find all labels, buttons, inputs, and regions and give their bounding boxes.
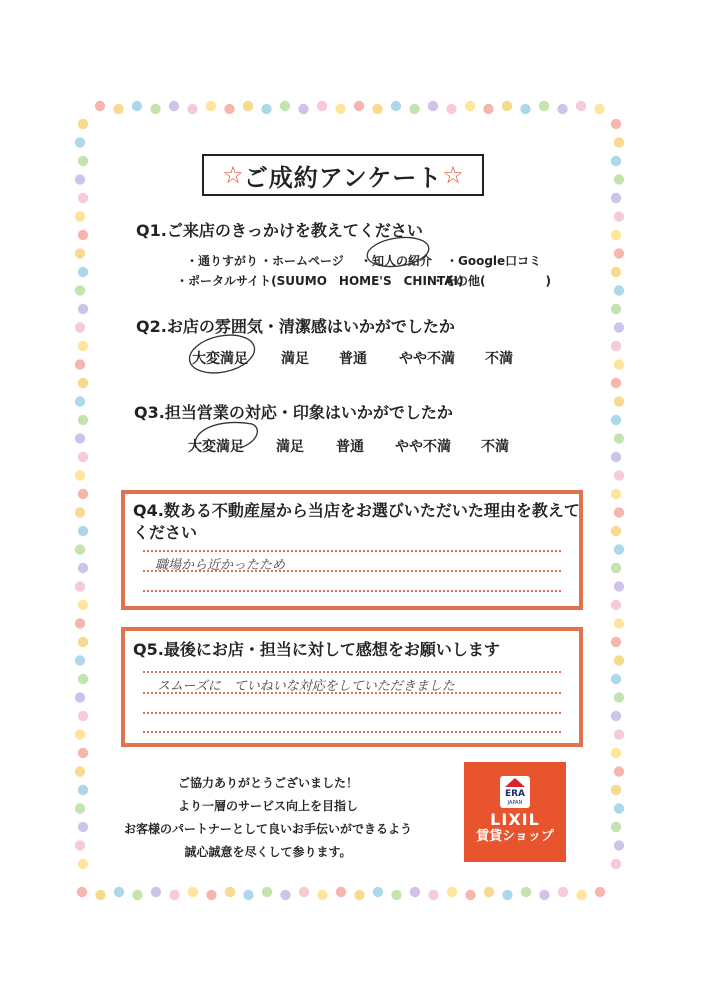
house-roof-icon [505, 778, 525, 787]
border-dot [78, 600, 88, 610]
border-dot [169, 890, 179, 900]
thanks-line: 誠心誠意を尽くして参ります。 [184, 845, 352, 859]
border-dot [447, 887, 457, 897]
border-dot [539, 101, 549, 111]
era-logo-icon [500, 776, 530, 808]
border-dot [78, 156, 88, 166]
border-dot [611, 637, 621, 647]
border-dot [614, 322, 624, 332]
border-dot [78, 193, 88, 203]
border-dot [611, 785, 621, 795]
border-dot [75, 359, 85, 369]
q1-option-selected[interactable]: ・知人の紹介 [360, 254, 433, 268]
border-dot [428, 101, 438, 111]
border-dot [75, 285, 85, 295]
era-text: ERA [504, 789, 526, 799]
border-dot [483, 104, 493, 114]
border-dot [614, 766, 624, 776]
border-dot [391, 890, 401, 900]
border-dot [594, 104, 604, 114]
border-dot [262, 887, 272, 897]
border-dot [188, 887, 198, 897]
q3-scale[interactable]: 不満 [481, 439, 509, 455]
border-dot [520, 104, 530, 114]
q1-question: Q1.ご来店のきっかけを教えてください [136, 221, 423, 240]
border-dot [78, 674, 88, 684]
q4-question-cont: ください [133, 523, 198, 542]
border-dot [78, 267, 88, 277]
border-dot [280, 101, 290, 111]
q2-scale[interactable]: 普通 [339, 351, 367, 367]
border-dot [75, 137, 85, 147]
border-dot [206, 101, 216, 111]
q4-answer-box [121, 490, 583, 610]
border-dot [595, 887, 605, 897]
border-dot [77, 887, 87, 897]
border-dot [611, 674, 621, 684]
border-dot [150, 104, 160, 114]
border-dot [75, 581, 85, 591]
border-dot [95, 101, 105, 111]
border-dot [614, 433, 624, 443]
border-dot [484, 887, 494, 897]
border-dot [614, 507, 624, 517]
q2-scale[interactable]: やや不満 [399, 351, 455, 367]
answer-line [143, 550, 561, 552]
border-dot [614, 137, 624, 147]
border-dot [611, 230, 621, 240]
border-dot [187, 104, 197, 114]
border-dot [611, 119, 621, 129]
border-dot [446, 104, 456, 114]
border-dot [75, 803, 85, 813]
q2-scale-selected[interactable]: 大変満足 [192, 351, 248, 367]
q5-answer-text[interactable]: スムーズに ていねいな対応をしていただきました [157, 679, 455, 694]
border-dot [78, 748, 88, 758]
border-dot [75, 655, 85, 665]
border-dot [75, 544, 85, 554]
border-dot [611, 304, 621, 314]
q1-option[interactable]: ・ポータルサイト(SUUMO HOME'S CHINTAI) [176, 274, 464, 288]
border-dot [614, 618, 624, 628]
q3-scale[interactable]: 普通 [336, 439, 364, 455]
thanks-line: お客様のパートナーとして良いお手伝いができるよう [123, 822, 412, 836]
border-dot [75, 766, 85, 776]
border-dot [611, 341, 621, 351]
thanks-line: ご協力ありがとうございました！ [177, 776, 358, 790]
border-dot [243, 890, 253, 900]
border-dot [614, 840, 624, 850]
border-dot [611, 859, 621, 869]
border-dot [614, 174, 624, 184]
border-dot [611, 822, 621, 832]
border-dot [261, 104, 271, 114]
answer-line [143, 590, 561, 592]
border-dot [614, 396, 624, 406]
border-dot [75, 729, 85, 739]
border-dot [78, 711, 88, 721]
border-dot [521, 887, 531, 897]
border-dot [75, 840, 85, 850]
border-dot [539, 890, 549, 900]
border-dot [75, 470, 85, 480]
q1-option[interactable]: ・ホームページ [260, 254, 344, 268]
thanks-message [108, 772, 428, 864]
lixil-text: LIXIL [490, 810, 540, 829]
border-dot [614, 581, 624, 591]
border-dot [78, 526, 88, 536]
border-dot [614, 470, 624, 480]
border-dot [75, 248, 85, 258]
border-dot [611, 489, 621, 499]
q2-question: Q2.お店の雰囲気・清潔感はいかがでしたか [136, 317, 455, 336]
answer-line [143, 731, 561, 733]
era-sub-text: JAPAN [507, 800, 523, 806]
star-icon: ☆ [222, 161, 244, 189]
border-dot [78, 637, 88, 647]
border-dot [611, 748, 621, 758]
border-dot [614, 285, 624, 295]
star-icon: ☆ [442, 161, 464, 189]
border-dot [410, 887, 420, 897]
lixil-chintai-shop-logo [464, 762, 566, 862]
border-dot [354, 101, 364, 111]
q1-option[interactable]: ・Google口コミ [446, 254, 542, 268]
border-dot [614, 544, 624, 554]
border-dot [75, 211, 85, 221]
border-dot [78, 304, 88, 314]
border-dot [78, 785, 88, 795]
border-dot [502, 101, 512, 111]
border-dot [224, 104, 234, 114]
border-dot [243, 101, 253, 111]
border-dot [611, 452, 621, 462]
border-dot [78, 489, 88, 499]
border-dot [78, 119, 88, 129]
border-dot [95, 890, 105, 900]
border-dot [317, 101, 327, 111]
q2-scale[interactable]: 満足 [281, 351, 309, 367]
border-dot [576, 101, 586, 111]
border-dot [611, 378, 621, 388]
q4-question: Q4.数ある不動産屋から当店をお選びいただいた理由を教えて [133, 501, 580, 520]
thanks-line: より一層のサービス向上を目指し [177, 799, 358, 813]
border-dot [317, 890, 327, 900]
border-dot [75, 618, 85, 628]
q3-scale-selected[interactable]: 大変満足 [188, 439, 244, 455]
border-dot [465, 101, 475, 111]
border-dot [611, 600, 621, 610]
border-dot [409, 104, 419, 114]
survey-title [202, 154, 484, 196]
border-dot [169, 101, 179, 111]
border-dot [502, 890, 512, 900]
border-dot [75, 433, 85, 443]
border-dot [428, 890, 438, 900]
q1-option[interactable]: ・その他( ) [432, 274, 551, 288]
border-dot [611, 711, 621, 721]
border-dot [611, 267, 621, 277]
answer-line [143, 671, 561, 673]
border-dot [614, 211, 624, 221]
border-dot [611, 156, 621, 166]
q3-question: Q3.担当営業の対応・印象はいかがでしたか [134, 403, 453, 422]
border-dot [614, 729, 624, 739]
border-dot [280, 890, 290, 900]
border-dot [614, 248, 624, 258]
answer-line [143, 712, 561, 714]
border-dot [113, 104, 123, 114]
border-dot [614, 803, 624, 813]
border-dot [75, 396, 85, 406]
q1-option[interactable]: ・通りすがり [186, 254, 259, 268]
answer-line [143, 692, 561, 694]
border-dot [78, 341, 88, 351]
q5-answer-box [121, 627, 583, 747]
border-dot [611, 563, 621, 573]
border-dot [336, 887, 346, 897]
border-dot [557, 104, 567, 114]
border-dot [75, 174, 85, 184]
border-dot [614, 359, 624, 369]
border-dot [78, 452, 88, 462]
border-dot [298, 104, 308, 114]
border-dot [78, 563, 88, 573]
border-dot [373, 887, 383, 897]
border-dot [465, 890, 475, 900]
border-dot [611, 415, 621, 425]
border-dot [78, 415, 88, 425]
q5-question: Q5.最後にお店・担当に対して感想をお願いします [133, 640, 500, 659]
border-dot [78, 859, 88, 869]
border-dot [78, 230, 88, 240]
border-dot [614, 655, 624, 665]
border-dot [132, 890, 142, 900]
answer-line [143, 570, 561, 572]
border-dot [151, 887, 161, 897]
border-dot [576, 890, 586, 900]
border-dot [372, 104, 382, 114]
border-dot [354, 890, 364, 900]
survey-title-text: ご成約アンケート [243, 163, 443, 192]
q3-scale[interactable]: 満足 [276, 439, 304, 455]
border-dot [132, 101, 142, 111]
border-dot [614, 692, 624, 702]
border-dot [75, 322, 85, 332]
border-dot [114, 887, 124, 897]
q4-answer-text[interactable]: 職場から近かったため [155, 558, 286, 573]
border-dot [335, 104, 345, 114]
shop-text: 賃貸ショップ [476, 829, 554, 844]
q3-scale[interactable]: やや不満 [395, 439, 451, 455]
border-dot [78, 822, 88, 832]
border-dot [78, 378, 88, 388]
border-dot [225, 887, 235, 897]
border-dot [558, 887, 568, 897]
border-dot [299, 887, 309, 897]
border-dot [206, 890, 216, 900]
border-dot [75, 507, 85, 517]
q2-scale[interactable]: 不満 [485, 351, 513, 367]
border-dot [611, 193, 621, 203]
border-dot [75, 692, 85, 702]
border-dot [611, 526, 621, 536]
border-dot [391, 101, 401, 111]
